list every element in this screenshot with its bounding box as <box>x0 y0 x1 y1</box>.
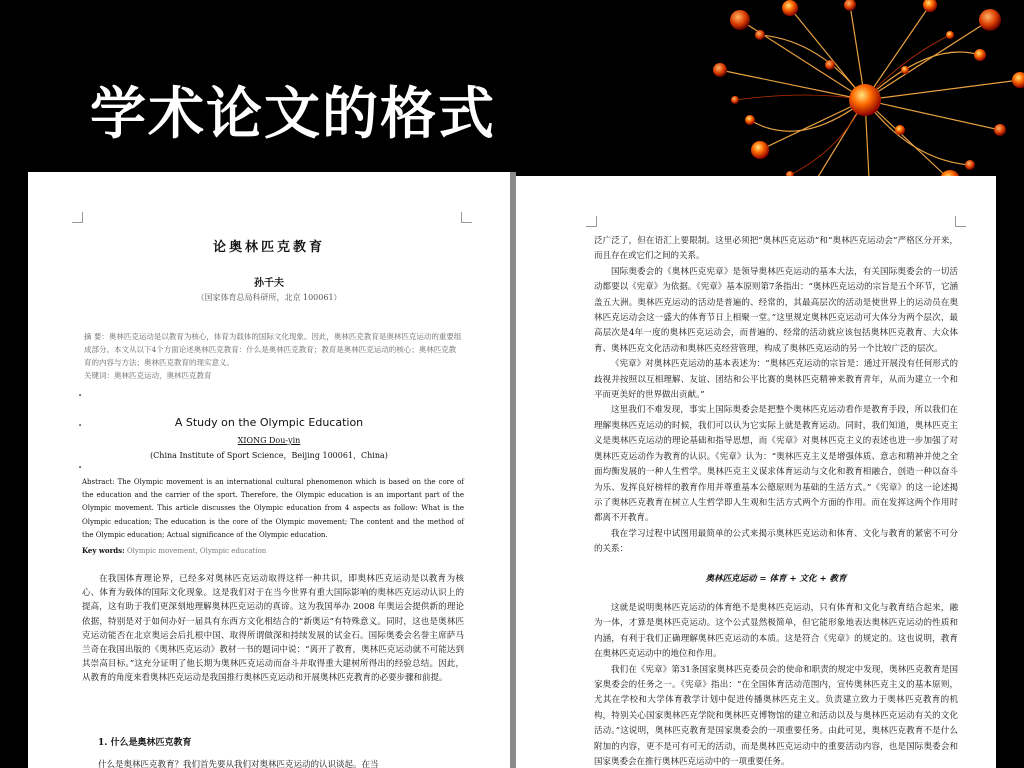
body-paragraph: 我在学习过程中试图用最简单的公式来揭示奥林匹克运动和体育、文化与教育的紧密不可分的关系： <box>594 528 958 555</box>
body-paragraph: 国际奥委会的《奥林匹克宪章》是领导奥林匹克运动的基本大法，有关国际奥委会的一切活动都要以《宪章》为依据。《宪章》基本原则第7条指出：“奥林匹克运动的宗旨是五个环节，它涵盖五大洲。奥林匹克运动的活动是普遍的、经常的，其最高层次的活动是使世界上的运动员在奥林匹克运动会这一盛大的体育节日上相聚一堂。”这里规定奥林匹克运动可大体分为两个层次，最高层次是4年一度的奥林匹克运动会，而普遍的、经常的活动就应该包括奥林匹克教育、大众体育、奥林匹克文化活动和奥林匹克经营管理，构成了奥林匹克运动的另一个比较广泛的层次。 <box>594 266 958 354</box>
crop-mark <box>72 212 83 223</box>
document-page-left <box>28 172 510 768</box>
document-page-right <box>516 176 996 768</box>
paper-affiliation: （国家体育总局科研所，北京 100061） <box>196 293 342 302</box>
keywords-english <box>82 546 464 555</box>
body-paragraph: 这就是说明奥林匹克运动的体育绝不是奥林匹克运动，只有体育和文化与教育结合起来，融为一体，才算是奥林匹克运动。这个公式显然极简单，但它能形象地表达奥林匹克运动的性质和内涵，有利于我们正确理解奥林匹克运动的本质。这是符合《宪章》的规定的。这也说明，教育在奥林匹克运动中的地位和作用。 <box>594 602 958 660</box>
body-paragraph-partial: 什么是奥林匹克教育？我们首先要从我们对奥林匹克运动的认识谈起。在当 <box>98 760 379 768</box>
paper-title: 论奥林匹克教育 <box>212 240 325 255</box>
crop-mark <box>461 212 472 223</box>
body-paragraph: 我们在《宪章》第31条国家奥林匹克委员会的使命和职责的规定中发现，奥林匹克教育是国家奥委会的任务之一。《宪章》指出：“在全国体育活动范围内，宣传奥林匹克主义的基本原则，尤其在学校和大学体育教学计划中促进传播奥林匹克主义。负责建立致力于奥林匹克教育的机构，特别关心国家奥林匹克学院和奥林匹克博物馆的建立和活动以及与奥林匹克运动有关的文化活动。”这说明，奥林匹克教育是国家奥委会的一项重要任务。由此可见，奥林匹克教育不是什么附加的内容，更不是可有可无的活动，而是奥林匹克运动中的重要活动内容，也是国际奥委会和国家奥委会在推行奥林匹克运动中的一项重要任务。 <box>594 664 958 767</box>
crop-mark <box>586 216 597 227</box>
english-title: A Study on the Olympic Education <box>174 416 364 429</box>
keywords-english-label: Key words: <box>82 546 125 555</box>
body-text-left <box>82 572 464 686</box>
english-author: XIONG Dou-yin <box>237 436 301 445</box>
crop-mark <box>955 216 966 227</box>
body-paragraph: 《宪章》对奥林匹克运动的基本表述为：“奥林匹克运动的宗旨是：通过开展没有任何形式的歧视并按照以互相理解、友谊、团结和公平比赛的奥林匹克精神来教育青年，从而为建立一个和平而更美好的世界做出贡献。” <box>594 359 958 401</box>
body-paragraph: 这里我们不难发现，事实上国际奥委会是把整个奥林匹克运动看作是教育手段，所以我们在理解奥林匹克运动的时候，我们可以认为它实际上就是教育运动。同时，我们知道，奥林匹克主义是奥林匹克运动的理论基础和指导思想，而《宪章》对奥林匹克主义的表述也进一步加强了对奥林匹克运动作为教育的认识。《宪章》认为：“奥林匹克主义是增强体质、意志和精神并使之全面均衡发展的一种人生哲学。奥林匹克主义谋求体育运动与文化和教育相融合，创造一种以奋斗为乐、发挥良好榜样的教育作用并尊重基本公德原则为基础的生活方式。”《宪章》的这一论述揭示了奥林匹克教育在树立人生哲学即人生观和生活方式两个方面的作用。而在发挥这两个作用时都离不开教育。 <box>594 405 958 524</box>
paragraph-marker: • <box>78 464 83 472</box>
section-heading: 1. 什么是奥林匹克教育 <box>98 738 192 748</box>
decorative-sunburst <box>700 0 1024 200</box>
abstract-english: Abstract: The Olympic movement is an international cultural phenomenon which is based on the core of the education and the carrier of the sport. Therefore, the Olympic education is an important part of the Olympic movement. This article discusses the Olympic education from 4 aspects as follow: What is the Olympic education; The education is the core of the Olympic movement; The content and the method of the Olympic education; Actual significance of the Olympic education. <box>82 478 464 539</box>
slide-title: 学术论文的格式 <box>90 81 496 147</box>
abstract-chinese: 摘 要：奥林匹克运动是以教育为核心，体育为载体的国际文化现象。因此，奥林匹克教育是奥林匹克运动的重要组成部分。本文从以下4个方面论述奥林匹克教育：什么是奥林匹克教育；教育是奥林匹克运动的核心；奥林匹克教育的内容与方法；奥林匹克教育的现实意义。 <box>84 332 462 367</box>
paper-author: 孙千夫 <box>254 278 284 289</box>
english-affiliation: (China Institute of Sport Science，Beijing 100061，China) <box>150 451 388 460</box>
keywords-english-value: Olympic movement, Olympic education <box>126 547 267 555</box>
paragraph-marker: • <box>78 392 83 400</box>
body-paragraph: 泛广泛了，但在语汇上要限制。这里必须把“奥林匹克运动”和“奥林匹克运动会”严格区分开来，而且存在或它们之间的关系。 <box>594 236 958 262</box>
body-text-right <box>594 234 958 768</box>
body-paragraph: 在我国体育理论界，已经多对奥林匹克运动取得这样一种共识，即奥林匹克运动是以教育为核心、体育为载体的国际文化现象。这是我们对于在当今世界有重大国际影响的奥林匹克运动认识上的提高，这有助于我们更深刻地理解奥林匹克运动的真谛。这为我国举办 2008 年奥运会提供新的理论依据，特别是对于如何办好一届具有东西方文化相结合的“新奥运”有特殊意义。同时，这也是奥林匹克运动能否在北京奥运会后扎根中国、取得所谓做深和持续发展的试金石。国际奥委会名誉主席萨马兰奇在我国出版的《奥林匹克运动》教材一书的题词中说：“离开了教育，奥林匹克运动就不可能达到其崇高目标。”这充分证明了他长期为奥林匹克运动而奋斗并取得重大建树所得出的经验总结。因此，从教育的角度来看奥林匹克运动是我国推行奥林匹克运动和开展奥林匹克教育的必要步骤和前提。 <box>82 574 464 684</box>
keywords-chinese: 关键词：奥林匹克运动，奥林匹克教育 <box>84 371 212 380</box>
paragraph-marker: • <box>78 422 83 430</box>
formula: 奥林匹克运动 = 体育 + 文化 + 教育 <box>705 573 847 584</box>
